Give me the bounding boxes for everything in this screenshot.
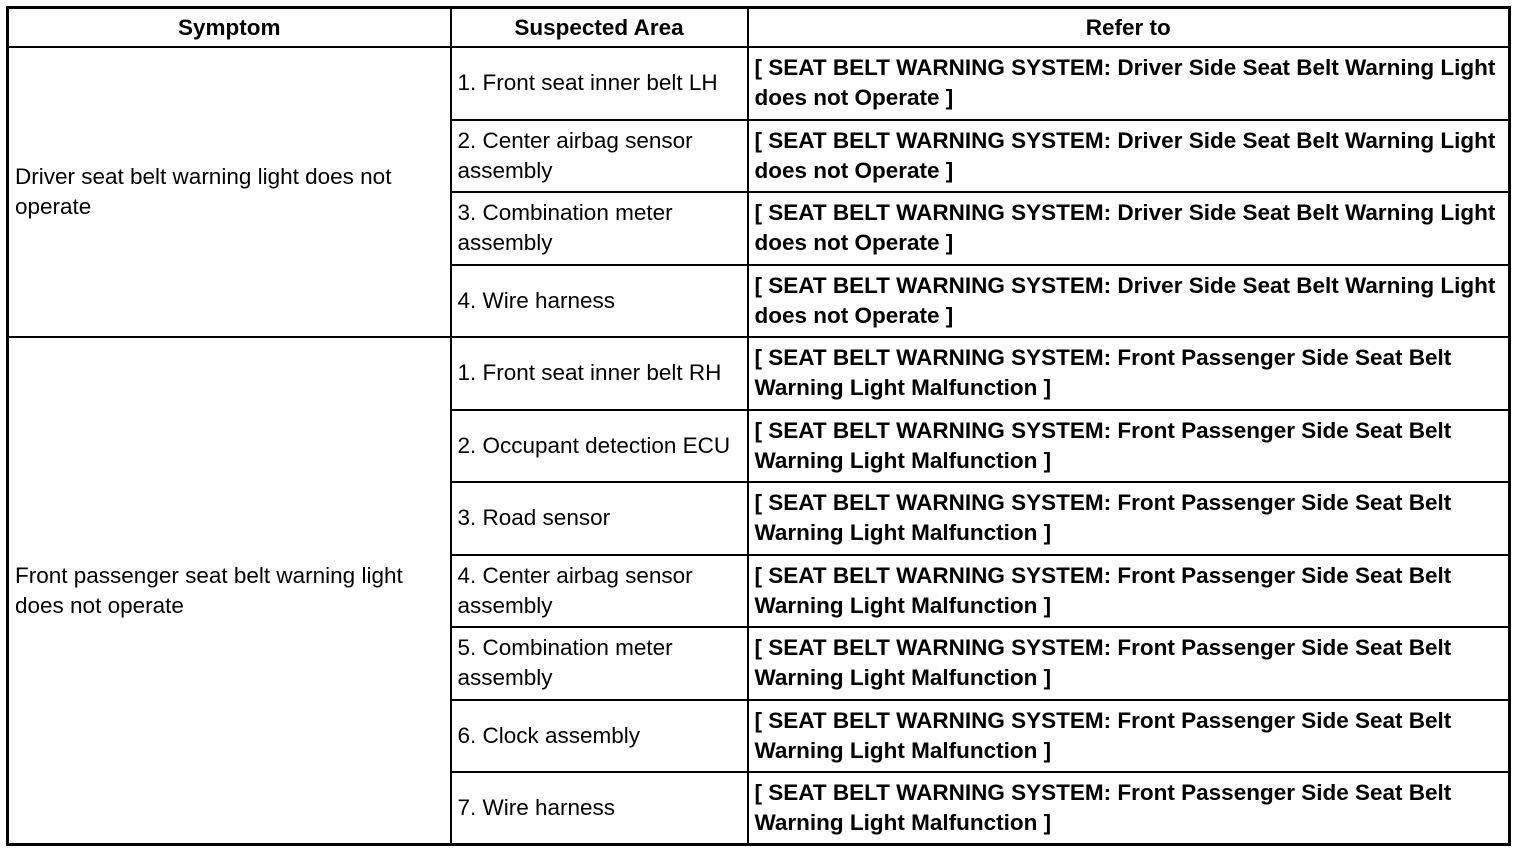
table-row xyxy=(8,47,1510,120)
refer-to-cell: [ SEAT BELT WARNING SYSTEM: Driver Side Seat Belt Warning Light does not Operate ] xyxy=(748,47,1510,120)
header-refer-to: Refer to xyxy=(748,8,1510,48)
suspected-area-cell: 1. Front seat inner belt RH xyxy=(451,337,748,410)
refer-to-cell: [ SEAT BELT WARNING SYSTEM: Front Passenger Side Seat Belt Warning Light Malfunction ] xyxy=(748,482,1510,555)
refer-to-cell: [ SEAT BELT WARNING SYSTEM: Front Passenger Side Seat Belt Warning Light Malfunction ] xyxy=(748,700,1510,773)
suspected-area-cell: 7. Wire harness xyxy=(451,772,748,845)
refer-to-cell: [ SEAT BELT WARNING SYSTEM: Front Passenger Side Seat Belt Warning Light Malfunction ] xyxy=(748,410,1510,483)
header-row xyxy=(8,8,1510,48)
diagnostic-table xyxy=(6,6,1511,846)
suspected-area-cell: 2. Center airbag sensor assembly xyxy=(451,120,748,193)
suspected-area-cell: 4. Wire harness xyxy=(451,265,748,338)
suspected-area-cell: 5. Combination meter assembly xyxy=(451,627,748,700)
refer-to-cell: [ SEAT BELT WARNING SYSTEM: Driver Side Seat Belt Warning Light does not Operate ] xyxy=(748,120,1510,193)
header-suspected-area: Suspected Area xyxy=(451,8,748,48)
suspected-area-cell: 1. Front seat inner belt LH xyxy=(451,47,748,120)
table-body xyxy=(8,47,1510,845)
refer-to-cell: [ SEAT BELT WARNING SYSTEM: Driver Side Seat Belt Warning Light does not Operate ] xyxy=(748,265,1510,338)
symptom-cell: Driver seat belt warning light does not operate xyxy=(8,47,451,337)
suspected-area-cell: 3. Road sensor xyxy=(451,482,748,555)
suspected-area-cell: 2. Occupant detection ECU xyxy=(451,410,748,483)
suspected-area-cell: 4. Center airbag sensor assembly xyxy=(451,555,748,628)
header-symptom: Symptom xyxy=(8,8,451,48)
suspected-area-cell: 6. Clock assembly xyxy=(451,700,748,773)
refer-to-cell: [ SEAT BELT WARNING SYSTEM: Driver Side Seat Belt Warning Light does not Operate ] xyxy=(748,192,1510,265)
refer-to-cell: [ SEAT BELT WARNING SYSTEM: Front Passenger Side Seat Belt Warning Light Malfunction ] xyxy=(748,772,1510,845)
refer-to-cell: [ SEAT BELT WARNING SYSTEM: Front Passenger Side Seat Belt Warning Light Malfunction ] xyxy=(748,627,1510,700)
table-row xyxy=(8,337,1510,410)
suspected-area-cell: 3. Combination meter assembly xyxy=(451,192,748,265)
table-header xyxy=(8,8,1510,48)
refer-to-cell: [ SEAT BELT WARNING SYSTEM: Front Passenger Side Seat Belt Warning Light Malfunction ] xyxy=(748,337,1510,410)
symptom-cell: Front passenger seat belt warning light does not operate xyxy=(8,337,451,845)
refer-to-cell: [ SEAT BELT WARNING SYSTEM: Front Passenger Side Seat Belt Warning Light Malfunction ] xyxy=(748,555,1510,628)
